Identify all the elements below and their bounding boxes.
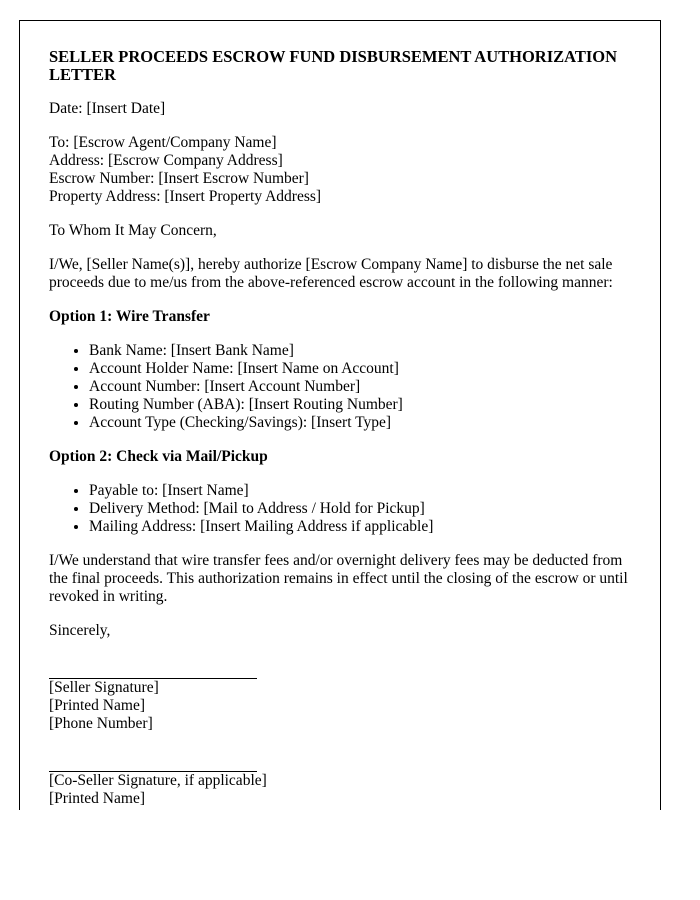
list-item: • Account Type (Checking/Savings): [Insert Type] [89,414,632,432]
option1-list [49,342,632,432]
coseller-signature-line [49,749,257,772]
intro-paragraph: I/We, [Seller Name(s)], hereby authorize [Escrow Company Name] to disburse the net sale proceeds due to me/us from the above-referenced escrow account in the following manner: [49,256,613,291]
coseller-signature-block [49,749,632,808]
list-item: • Bank Name: [Insert Bank Name] [89,342,632,360]
coseller-signature-label: [Co-Seller Signature, if applicable] [49,772,267,789]
understanding-paragraph: I/We understand that wire transfer fees and/or overnight delivery fees may be deducted from the final proceeds. This authorization remains in effect until the closing of the escrow or until revoked in writing. [49,552,628,605]
list-item: • Routing Number (ABA): [Insert Routing Number] [89,396,632,414]
list-item: • Payable to: [Insert Name] [89,482,632,500]
closing: Sincerely, [49,622,111,639]
letter-title: SELLER PROCEEDS ESCROW FUND DISBURSEMENT AUTHORIZATION LETTER [49,47,618,84]
seller-signature-line [49,656,257,679]
option2-list [49,482,632,536]
seller-printed-name: [Printed Name] [49,697,145,714]
list-item: • Account Holder Name: [Insert Name on Account] [89,360,632,378]
escrow-number: Escrow Number: [Insert Escrow Number] [49,170,309,187]
option2-heading: Option 2: Check via Mail/Pickup [49,448,268,465]
option1-heading: Option 1: Wire Transfer [49,308,210,325]
list-item: • Delivery Method: [Mail to Address / Hold for Pickup] [89,500,632,518]
seller-signature-block [49,656,632,733]
list-item: • Account Number: [Insert Account Number] [89,378,632,396]
seller-signature-label: [Seller Signature] [49,679,159,696]
recipient-to: To: [Escrow Agent/Company Name] [49,134,277,151]
salutation: To Whom It May Concern, [49,222,217,239]
date-line: Date: [Insert Date] [49,100,166,117]
coseller-printed-name: [Printed Name] [49,790,145,807]
seller-phone: [Phone Number] [49,715,153,732]
recipient-address: Address: [Escrow Company Address] [49,152,283,169]
recipient-block [49,134,632,206]
letter-page [19,20,661,810]
list-item: • Mailing Address: [Insert Mailing Address if applicable] [89,518,632,536]
property-address: Property Address: [Insert Property Address] [49,188,322,205]
